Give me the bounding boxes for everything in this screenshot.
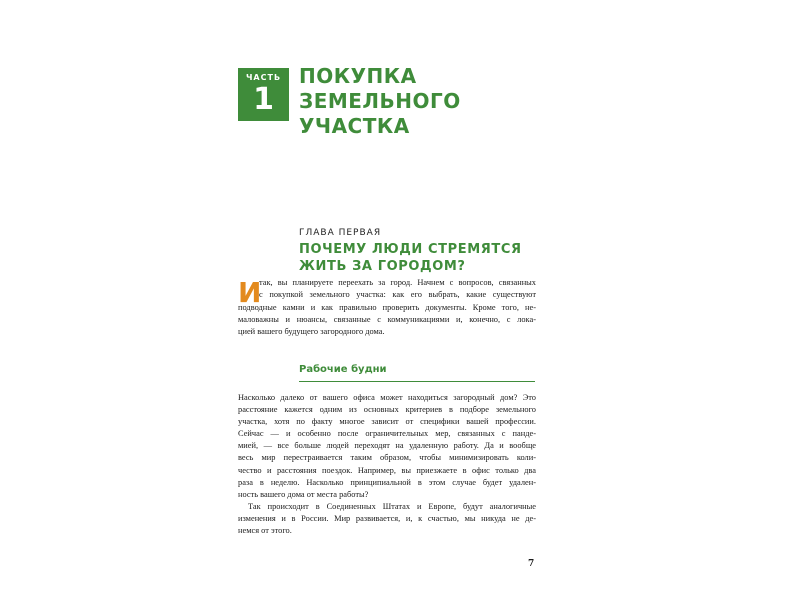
section-divider [299,381,535,382]
intro-line: цией вашего будущего загородного дома. [238,327,385,337]
chapter-label: ГЛАВА ПЕРВАЯ [299,228,382,238]
body-line: весь мир перестраивается таким образом, чтобы минимизировать коли- [238,453,536,463]
part-number: 1 [253,82,274,117]
body-line: Так происходит в Соединенных Штатах и Европе, будут аналогичные [248,501,536,511]
chapter-title-line: ЖИТЬ ЗА ГОРОДОМ? [299,259,466,274]
body-line: участка, хотя по факту многое зависит от специфики вашей профессии. [238,417,536,427]
body-line: ность вашего дома от места работы? [238,489,369,499]
part-title [299,64,539,139]
part-title-line: ЗЕМЕЛЬНОГО [299,89,461,113]
body-line: раза в неделю. Насколько принципиальной в этом случае будет удален- [238,477,536,487]
intro-line: маловажны и нюансы, связанные с коммуникациями и, конечно, с лока- [238,314,536,324]
chapter-title-line: ПОЧЕМУ ЛЮДИ СТРЕМЯТСЯ [299,242,522,257]
body-line: мией, — все больше людей переходят на удаленную работу. Да и вообще [238,441,536,451]
body-line: Сейчас — и особенно после ограничительных мер, связанных с панде- [238,429,536,439]
chapter-title [299,241,539,275]
page-number: 7 [528,559,535,569]
part-title-line: УЧАСТКА [299,114,410,138]
body-line: чество и расстояния поездок. Например, вы приезжаете в офис только два [238,465,536,475]
section-heading: Рабочие будни [299,364,387,375]
body-line: немся от этого. [238,526,292,536]
intro-line: так, вы планируете переехать за город. Начнем с вопросов, связанных [259,278,536,287]
intro-line: с покупкой земельного участка: как его выбрать, какие существуют [259,290,536,300]
part-label: ЧАСТЬ [245,73,282,82]
drop-cap: И [238,276,262,309]
part-badge [238,68,289,121]
body-line: изменения и в России. Мир развивается, и, к счастью, мы никуда не де- [238,513,536,523]
body-line: Насколько далеко от вашего офиса может находиться загородный дом? Это [238,393,536,402]
intro-paragraph [238,277,536,338]
intro-line: подводные камни и как правильно проверить документы. Кроме того, не- [238,302,536,312]
part-title-line: ПОКУПКА [299,64,417,88]
body-line: расстояние кажется одним из основных критериев в подборе земельного [238,405,536,415]
body-text [238,392,536,537]
